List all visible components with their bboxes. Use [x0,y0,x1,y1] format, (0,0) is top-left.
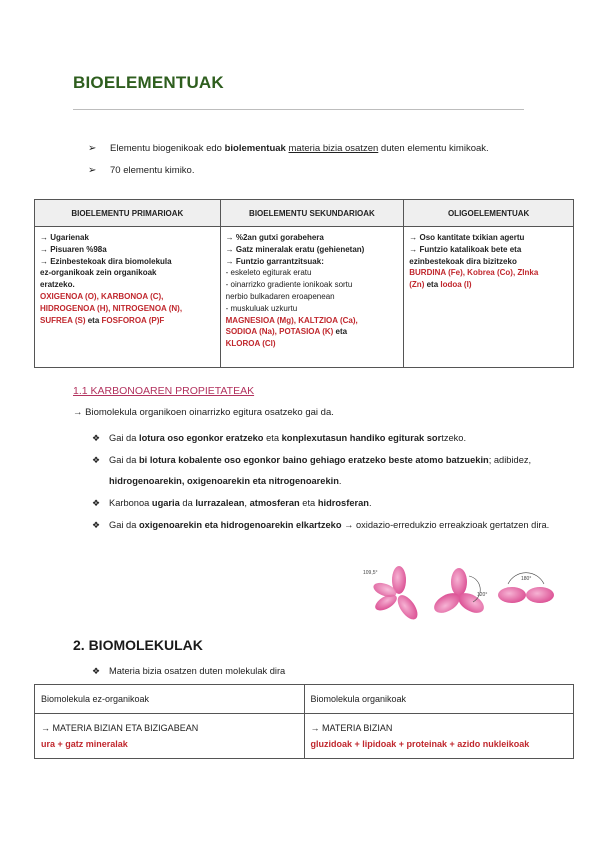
angle-label: 180° [521,576,532,582]
section-title-carbon: 1.1 KARBONOAREN PROPIETATEAK [73,385,255,397]
list-item: ❖ Karbonoa ugaria da lurrazalean, atmosferan eta hidrosferan. [92,493,562,514]
carbon-properties-list [92,428,562,537]
bioelements-table [34,199,574,368]
diamond-bullet-icon: ❖ [92,498,101,508]
table-header: Biomolekula ez-organikoak [35,685,305,714]
diamond-bullet-icon: ❖ [92,666,101,676]
list-item: ❖ Gai da lotura oso egonkor eratzeko eta konplexutasun handiko egiturak sortzeko. [92,428,562,449]
primary-cell: → Ugarienak → Pisuaren %98a → Ezinbestekoak dira biomolekula ez-organikoak zein organikoak eratzeko. OXIGENOA (O), KARBONOA (C), HIDROGENOA (H), NITROGENOA (N), SUFREA (S) eta FOSFOROA (P)F [35,227,221,368]
table-cell: → MATERIA BIZIAN ETA BIZIGABEAN ura + gatz mineralak [35,714,305,759]
intro-item: ➢ 70 elementu kimiko. [88,162,568,184]
biomolecules-table [34,684,574,759]
angle-label: 120° [477,592,488,598]
arrow-bullet-icon: ➢ [88,143,97,154]
arrow-bullet-icon: ➢ [88,165,97,176]
list-item: ❖ Gai da bi lotura kobalente oso egonkor baino gehiago eratzeko beste atomo batzuekin; adibidez, hidrogenoarekin, oxigenoarekin eta nitrogenoarekin. [92,450,562,492]
table-header: BIOELEMENTU PRIMARIOAK [35,200,221,227]
intro-list [88,140,568,184]
oligo-cell: → Oso kantitate txikian agertu → Funtzio katalikoak bete eta ezinbestekoak dira bizitzeko BURDINA (Fe), Kobrea (Co), ZInka (Zn) eta Iodoa (I) [404,227,574,368]
carbon-intro: → Biomolekula organikoen oinarrizko egitura osatzeko gai da. [73,407,334,418]
section-title-biomolecules: 2. BIOMOLEKULAK [73,637,203,653]
diamond-bullet-icon: ❖ [92,455,101,465]
title-divider [73,109,524,110]
table-header: BIOELEMENTU SEKUNDARIOAK [220,200,404,227]
table-cell: → MATERIA BIZIAN gluzidoak + lipidoak + proteinak + azido nukleikoak [304,714,574,759]
carbon-orbitals-illustration [361,565,566,625]
diamond-bullet-icon: ❖ [92,433,101,443]
table-header: Biomolekula organikoak [304,685,574,714]
sp3-orbital-icon [372,566,422,623]
diamond-bullet-icon: ❖ [92,520,101,530]
list-item: ❖ Gai da oxigenoarekin eta hidrogenoarekin elkartzeko → oxidazio-erredukzio erreakzioak gertatzen dira. [92,515,562,536]
secondary-cell: → %2an gutxi gorabehera → Gatz mineralak eratu (gehienetan) → Funtzio garrantzitsuak: - eskeleto egiturak eratu - oinarrizko gradiente ionikoak sortu nerbio bulkadaren eroapenean - muskuluak uzkurtu MAGNESIOA (Mg), KALTZIOA (Ca), SODIOA (Na), POTASIOA (K) eta KLOROA (Cl) [220,227,404,368]
page-title: BIOELEMENTUAK [73,73,224,92]
biomolecules-bullet: ❖ Materia bizia osatzen duten molekulak dira [92,666,286,676]
angle-label: 109,5° [363,570,378,576]
table-header: OLIGOELEMENTUAK [404,200,574,227]
intro-item: ➢ Elementu biogenikoak edo biolementuak materia bizia osatzen duten elementu kimikoak. [88,140,568,162]
